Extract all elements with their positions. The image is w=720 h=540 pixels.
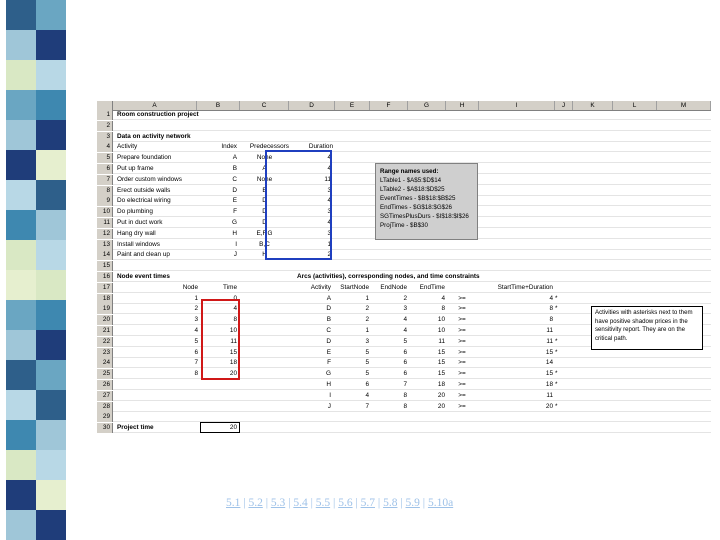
stripe-square <box>6 240 36 270</box>
predecessors-cell[interactable]: None <box>256 175 273 183</box>
start-node-cell[interactable]: 5 <box>365 348 369 356</box>
range-names-title: Range names used: <box>380 168 439 175</box>
duration-cell[interactable]: 2 <box>327 251 331 259</box>
column-header[interactable]: H <box>446 101 479 110</box>
row-header[interactable]: 28 <box>97 402 113 412</box>
activity-index-cell[interactable]: B <box>232 165 237 172</box>
sheet-row <box>97 391 711 401</box>
arc-activity-cell[interactable]: F <box>327 359 331 367</box>
arc-activity-cell[interactable]: E <box>326 348 331 356</box>
activity-name-cell[interactable]: Erect outside walls <box>117 186 171 194</box>
row-header[interactable]: 8 <box>97 186 113 196</box>
nav-separator: | <box>240 497 249 509</box>
stripe-square <box>6 330 36 360</box>
time-cell[interactable]: 11 <box>230 337 237 345</box>
end-node-cell[interactable]: 8 <box>403 391 407 399</box>
sheet-row <box>97 294 711 304</box>
activity-name-cell[interactable]: Do plumbing <box>117 208 153 216</box>
arc-activity-cell[interactable]: C <box>326 327 331 334</box>
constraint-sign-cell: >= <box>458 327 466 334</box>
start-plus-duration-cell[interactable]: 11 <box>546 391 553 399</box>
decorative-stripe <box>0 0 70 540</box>
index-col-header: Index <box>221 143 237 151</box>
start-plus-duration-cell[interactable]: 15 <box>545 348 553 356</box>
critical-asterisk: * <box>555 370 558 378</box>
constraint-sign-cell: >= <box>458 391 466 399</box>
duration-cell[interactable]: 4 <box>327 197 331 205</box>
stripe-square <box>6 210 36 240</box>
activity-name-cell[interactable]: Order custom windows <box>117 175 182 183</box>
end-node-cell[interactable]: 6 <box>403 348 407 356</box>
critical-asterisk: * <box>555 402 558 410</box>
row-header[interactable]: 19 <box>97 304 113 314</box>
node-cell[interactable]: 7 <box>194 359 198 367</box>
start-plus-duration-cell[interactable]: 18 <box>545 381 553 388</box>
critical-asterisk <box>555 358 567 368</box>
start-plus-duration-cell[interactable]: 11 <box>546 337 553 345</box>
column-header[interactable]: M <box>657 101 711 110</box>
sheet-row <box>97 272 711 282</box>
row-header[interactable]: 18 <box>97 294 113 304</box>
start-plus-duration-cell[interactable]: 20 <box>545 402 553 410</box>
row-header[interactable]: 7 <box>97 175 113 185</box>
sheet-row <box>97 153 711 163</box>
activity-name-cell[interactable]: Put up frame <box>117 165 154 172</box>
column-header[interactable]: J <box>555 101 573 110</box>
end-node-cell[interactable]: 5 <box>403 337 407 345</box>
column-header[interactable]: F <box>370 101 408 110</box>
critical-asterisk: * <box>555 305 558 313</box>
sheet-corner[interactable] <box>97 101 113 110</box>
stripe-square <box>36 150 66 180</box>
row-header[interactable]: 15 <box>97 261 113 271</box>
nav-separator: | <box>330 497 339 509</box>
nav-separator: | <box>307 497 316 509</box>
range-name-line: EndTimes - $G$18:$G$26 <box>380 204 452 211</box>
sheet-row <box>97 240 711 250</box>
row-header[interactable]: 29 <box>97 412 113 422</box>
end-time-cell[interactable]: 20 <box>437 391 445 399</box>
end-time-cell[interactable]: 10 <box>437 316 445 324</box>
constraint-sign-cell: >= <box>458 348 466 356</box>
end-time-cell[interactable]: 10 <box>437 327 445 334</box>
start-plus-duration-cell[interactable]: 15 <box>545 370 553 378</box>
start-plus-duration-cell[interactable]: 8 <box>549 305 553 313</box>
duration-col-header: Duration <box>308 143 333 151</box>
stripe-square <box>6 90 36 120</box>
column-header[interactable]: A <box>113 101 197 110</box>
stripe-square <box>36 390 66 420</box>
critical-asterisk <box>555 326 567 336</box>
nav-link-5-9[interactable]: 5.9 <box>405 497 420 509</box>
duration-cell[interactable]: 1 <box>327 240 331 248</box>
arcs-col-header: StartTime+Duration <box>497 283 553 291</box>
activity-index-cell[interactable]: A <box>232 154 237 162</box>
row-header[interactable]: 13 <box>97 240 113 250</box>
stripe-square <box>36 510 66 540</box>
end-node-cell[interactable]: 6 <box>403 359 407 367</box>
row-header[interactable]: 30 <box>97 423 113 433</box>
predecessors-col-header: Predecessors <box>249 143 289 151</box>
nav-link-5-10a[interactable]: 5.10a <box>427 497 454 509</box>
row-header[interactable]: 22 <box>97 337 113 347</box>
end-time-cell[interactable]: 15 <box>437 359 445 367</box>
nav-link-5-6[interactable]: 5.6 <box>338 497 353 509</box>
time-cell[interactable]: 8 <box>233 316 237 324</box>
arcs-col-header: EndNode <box>380 283 407 291</box>
row-header[interactable]: 9 <box>97 196 113 206</box>
arcs-col-header: EndTime <box>419 283 445 291</box>
range-name-line: EventTimes - $B$18:$B$25 <box>380 195 456 202</box>
project-time-value[interactable]: 20 <box>229 424 237 432</box>
stripe-square <box>6 150 36 180</box>
sheet-row <box>97 358 711 368</box>
range-name-line: SGTimesPlusDurs - $I$18:$I$26 <box>380 213 469 220</box>
activity-index-cell[interactable]: C <box>232 175 237 183</box>
sheet-row <box>97 369 711 379</box>
sheet-row <box>97 250 711 260</box>
column-header[interactable]: K <box>573 101 613 110</box>
end-node-cell[interactable]: 7 <box>403 381 407 388</box>
predecessors-cell[interactable]: B <box>262 186 267 194</box>
column-header[interactable]: I <box>479 101 555 110</box>
nav-link-5-8[interactable]: 5.8 <box>383 497 398 509</box>
arc-activity-cell[interactable]: G <box>326 370 331 378</box>
row-header[interactable]: 20 <box>97 315 113 325</box>
sheet-row <box>97 412 711 422</box>
activity-index-cell[interactable]: I <box>235 240 237 248</box>
row-header[interactable]: 23 <box>97 348 113 358</box>
predecessors-cell[interactable]: D <box>262 197 267 205</box>
time-cell[interactable]: 15 <box>229 348 237 356</box>
stripe-square <box>36 30 66 60</box>
stripe-square <box>6 510 36 540</box>
time-cell[interactable]: 18 <box>229 359 237 367</box>
stripe-square <box>6 390 36 420</box>
stripe-square <box>6 450 36 480</box>
row-header[interactable]: 16 <box>97 272 113 282</box>
arcs-heading: Arcs (activities), corresponding nodes, and time constraints <box>297 273 480 280</box>
stripe-square <box>36 90 66 120</box>
time-cell[interactable]: 10 <box>229 327 237 334</box>
row-header[interactable]: 27 <box>97 391 113 401</box>
end-node-cell[interactable]: 3 <box>403 305 407 313</box>
nav-separator: | <box>375 497 384 509</box>
stripe-square <box>36 330 66 360</box>
end-node-cell[interactable]: 2 <box>403 294 407 302</box>
duration-cell[interactable]: 4 <box>327 165 331 172</box>
start-node-cell[interactable]: 5 <box>365 370 369 378</box>
column-header[interactable]: B <box>197 101 240 110</box>
nav-link-5-5[interactable]: 5.5 <box>315 497 331 509</box>
duration-cell[interactable]: 3 <box>327 186 331 194</box>
nav-separator: | <box>397 497 406 509</box>
arc-activity-cell[interactable]: J <box>327 402 331 410</box>
predecessors-cell[interactable]: H <box>262 251 267 259</box>
activity-name-cell[interactable]: Do electrical wiring <box>117 197 171 205</box>
stripe-square <box>6 0 36 30</box>
stripe-square <box>36 60 66 90</box>
nav-separator: | <box>352 497 361 509</box>
start-node-cell[interactable]: 5 <box>365 359 369 367</box>
critical-asterisk: * <box>555 337 558 345</box>
critical-asterisk <box>555 315 567 325</box>
row-header[interactable]: 17 <box>97 283 113 293</box>
predecessors-cell[interactable]: D <box>262 219 267 226</box>
stripe-square <box>6 360 36 390</box>
stripe-square <box>6 180 36 210</box>
time-cell[interactable]: 0 <box>233 294 237 302</box>
row-header[interactable]: 14 <box>97 250 113 260</box>
time-col-header: Time <box>223 283 237 291</box>
sheet-row <box>97 121 711 131</box>
project-time-label: Project time <box>117 424 154 432</box>
start-node-cell[interactable]: 2 <box>365 305 369 313</box>
end-time-cell[interactable]: 20 <box>437 402 445 410</box>
stripe-square <box>36 240 66 270</box>
stripe-square <box>6 30 36 60</box>
critical-asterisk: * <box>555 348 558 356</box>
column-header[interactable]: D <box>289 101 335 110</box>
end-time-cell[interactable]: 8 <box>441 305 445 313</box>
activity-index-cell[interactable]: H <box>232 229 237 237</box>
activity-index-cell[interactable]: F <box>233 208 237 216</box>
range-name-line: ProjTime - $B$30 <box>380 222 428 229</box>
stripe-square <box>36 450 66 480</box>
end-time-cell[interactable]: 18 <box>437 381 445 388</box>
start-node-cell[interactable]: 6 <box>365 381 369 388</box>
activity-col-header: Activity <box>117 143 138 151</box>
sheet-row <box>97 380 711 390</box>
arc-activity-cell[interactable]: H <box>326 381 331 388</box>
duration-cell[interactable]: 4 <box>327 154 331 162</box>
sheet-row <box>97 402 711 412</box>
slide-navigation <box>226 497 453 509</box>
row-header[interactable]: 26 <box>97 380 113 390</box>
activity-index-cell[interactable]: E <box>232 197 237 205</box>
activity-name-cell[interactable]: Prepare foundation <box>117 154 172 162</box>
column-header[interactable]: C <box>240 101 289 110</box>
critical-path-note: Activities with asterisks next to them have positive shadow prices in the sensitivity report. They are on the critical path. <box>591 306 703 350</box>
activity-name-cell[interactable]: Put in duct work <box>117 219 163 226</box>
end-time-cell[interactable]: 4 <box>441 294 445 302</box>
start-node-cell[interactable]: 4 <box>365 391 369 399</box>
row-header[interactable]: 12 <box>97 229 113 239</box>
arc-activity-cell[interactable]: A <box>326 294 331 302</box>
column-header[interactable]: L <box>613 101 657 110</box>
stripe-square <box>36 180 66 210</box>
stripe-square <box>6 60 36 90</box>
sheet-row <box>97 261 711 271</box>
stripe-square <box>6 300 36 330</box>
nav-separator: | <box>419 497 428 509</box>
activity-heading: Data on activity network <box>117 132 191 140</box>
row-header[interactable]: 1 <box>97 110 113 120</box>
predecessors-cell[interactable]: None <box>256 154 273 162</box>
row-header[interactable]: 21 <box>97 326 113 336</box>
start-node-cell[interactable]: 2 <box>365 316 369 324</box>
critical-asterisk: * <box>555 381 558 388</box>
start-plus-duration-cell[interactable]: 4 <box>549 294 553 302</box>
stripe-square <box>6 420 36 450</box>
sheet-row <box>97 110 711 120</box>
start-node-cell[interactable]: 1 <box>365 294 369 302</box>
arcs-col-header <box>446 283 478 293</box>
nav-link-5-2[interactable]: 5.2 <box>248 497 263 509</box>
nav-separator: | <box>262 497 271 509</box>
constraint-sign-cell: >= <box>458 316 466 324</box>
row-header[interactable]: 25 <box>97 369 113 379</box>
nav-link-5-1[interactable]: 5.1 <box>226 497 241 509</box>
start-node-cell[interactable]: 1 <box>365 327 369 334</box>
node-cell[interactable]: 1 <box>194 294 198 302</box>
constraint-sign-cell: >= <box>458 294 466 302</box>
row-header[interactable]: 24 <box>97 358 113 368</box>
row-header[interactable]: 10 <box>97 207 113 217</box>
nav-link-5-7[interactable]: 5.7 <box>360 497 375 509</box>
arc-activity-cell[interactable]: D <box>326 305 331 313</box>
activity-name-cell[interactable]: Paint and clean up <box>117 251 170 259</box>
end-time-cell[interactable]: 11 <box>438 337 445 345</box>
node-cell[interactable]: 4 <box>194 327 198 334</box>
start-node-cell[interactable]: 3 <box>365 337 369 345</box>
constraint-sign-cell: >= <box>458 337 466 345</box>
constraint-sign-cell: >= <box>458 402 466 410</box>
node-heading: Node event times <box>117 273 170 280</box>
node-col-header: Node <box>182 283 198 291</box>
node-cell[interactable]: 5 <box>194 337 198 345</box>
row-header[interactable]: 2 <box>97 121 113 131</box>
critical-asterisk: * <box>555 294 558 302</box>
stripe-square <box>36 210 66 240</box>
spreadsheet <box>97 101 711 434</box>
node-cell[interactable]: 3 <box>194 316 198 324</box>
arc-activity-cell[interactable]: I <box>329 391 331 399</box>
stripe-square <box>36 120 66 150</box>
arc-activity-cell[interactable]: D <box>326 337 331 345</box>
nav-link-5-4[interactable]: 5.4 <box>293 497 308 509</box>
node-cell[interactable]: 8 <box>194 370 198 378</box>
critical-asterisk <box>555 391 567 401</box>
project-time-cell-border[interactable] <box>200 422 240 433</box>
stripe-square <box>6 270 36 300</box>
time-cell[interactable]: 4 <box>233 305 237 313</box>
sheet-row <box>97 283 711 293</box>
predecessors-cell[interactable]: A <box>262 165 267 172</box>
duration-cell[interactable]: 3 <box>327 208 331 216</box>
nav-link-5-3[interactable]: 5.3 <box>270 497 286 509</box>
constraint-sign-cell: >= <box>458 305 466 313</box>
column-header[interactable]: G <box>408 101 446 110</box>
row-header[interactable]: 5 <box>97 153 113 163</box>
arc-activity-cell[interactable]: B <box>326 316 331 324</box>
arcs-col-header: StartNode <box>340 283 369 291</box>
constraint-sign-cell: >= <box>458 359 466 367</box>
constraint-sign-cell: >= <box>458 381 466 388</box>
sheet-row <box>97 132 711 142</box>
stripe-square <box>6 120 36 150</box>
sheet-row <box>97 142 711 152</box>
predecessors-cell[interactable]: E,F,G <box>256 229 273 237</box>
time-cell[interactable]: 20 <box>229 370 237 378</box>
column-header[interactable]: E <box>335 101 370 110</box>
start-node-cell[interactable]: 7 <box>365 402 369 410</box>
range-name-line: LTable2 - $A$18:$D$25 <box>380 186 445 193</box>
activity-index-cell[interactable]: D <box>232 186 237 194</box>
start-plus-duration-cell[interactable]: 14 <box>545 359 553 367</box>
predecessors-cell[interactable]: B,C <box>259 240 270 248</box>
start-plus-duration-cell[interactable]: 11 <box>546 327 553 334</box>
row-header[interactable]: 11 <box>97 218 113 228</box>
activity-name-cell[interactable]: Hang dry wall <box>117 229 156 237</box>
node-cell[interactable]: 6 <box>194 348 198 356</box>
stripe-square <box>36 480 66 510</box>
duration-cell[interactable]: 4 <box>327 219 331 226</box>
stripe-square <box>6 480 36 510</box>
node-cell[interactable]: 2 <box>194 305 198 313</box>
predecessors-cell[interactable]: D <box>262 208 267 216</box>
end-node-cell[interactable]: 6 <box>403 370 407 378</box>
duration-cell[interactable]: 11 <box>324 175 331 183</box>
end-time-cell[interactable]: 15 <box>437 348 445 356</box>
activity-index-cell[interactable]: J <box>233 251 237 259</box>
stripe-square <box>36 360 66 390</box>
row-header[interactable]: 3 <box>97 132 113 142</box>
stripe-square <box>36 270 66 300</box>
stripe-square <box>36 420 66 450</box>
end-node-cell[interactable]: 4 <box>403 327 407 334</box>
start-plus-duration-cell[interactable]: 8 <box>549 316 553 324</box>
row-header[interactable]: 6 <box>97 164 113 174</box>
end-node-cell[interactable]: 4 <box>403 316 407 324</box>
nav-separator: | <box>285 497 294 509</box>
end-node-cell[interactable]: 8 <box>403 402 407 410</box>
stripe-square <box>36 300 66 330</box>
sheet-title: Room construction project <box>117 111 199 118</box>
arcs-col-header: Activity <box>310 283 331 291</box>
end-time-cell[interactable]: 15 <box>437 370 445 378</box>
activity-name-cell[interactable]: Install windows <box>117 240 160 248</box>
range-name-line: LTable1 - $A$5:$D$14 <box>380 177 442 184</box>
range-names-box <box>375 163 478 240</box>
sheet-row <box>97 423 711 433</box>
constraint-sign-cell: >= <box>458 370 466 378</box>
duration-cell[interactable]: 3 <box>327 229 331 237</box>
activity-index-cell[interactable]: G <box>232 219 237 226</box>
stripe-square <box>36 0 66 30</box>
row-header[interactable]: 4 <box>97 142 113 152</box>
